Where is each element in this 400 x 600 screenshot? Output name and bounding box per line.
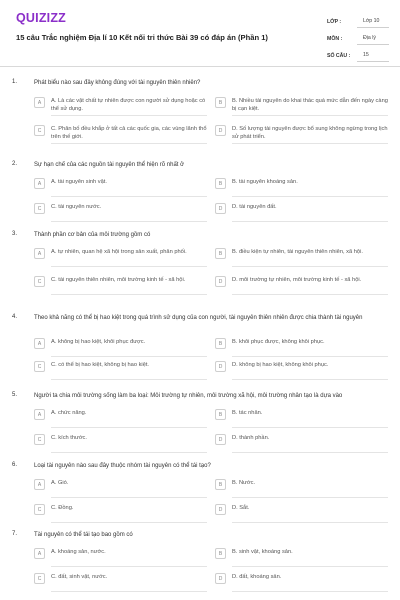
option-underline [232,427,388,428]
option-letter-box: C [34,504,45,515]
option-underline [232,566,388,567]
option-text: A. Gió. [51,480,69,486]
option-letter-box: B [215,338,226,349]
option-text: C. kích thước. [51,435,87,441]
option-letter-box: D [215,203,226,214]
answer-option-b[interactable] [215,248,393,259]
option-text: B. sinh vật, khoáng sản. [232,549,293,555]
option-text: D. tài nguyên đất. [232,204,277,210]
option-underline [51,221,207,222]
option-text: D. môi trường tự nhiên, môi trường kinh tế - xã hội. [232,277,362,283]
question-text: Tài nguyên có thể tái tạo bao gồm có [34,532,133,538]
option-underline [51,452,207,453]
question-text: Người ta chia môi trường sống làm ba loại: Môi trường tự nhiên, môi trường xã hội, môi trường nhân tạo là dựa vào [34,393,343,399]
option-underline [232,452,388,453]
question-number: 1. [12,79,18,85]
question-text: Sự hạn chế của các nguồn tài nguyên thể hiện rõ nhất ở [34,162,185,168]
answer-option-b[interactable] [215,338,393,349]
option-letter-box: B [215,548,226,559]
answer-option-c[interactable] [34,434,212,445]
answer-option-c[interactable] [34,203,212,214]
meta-class-value: Lớp 10 [357,18,389,28]
option-text: A. chức năng. [51,410,87,416]
option-text: A. Là các vật chất tự nhiên được con người sử dụng hoặc có thể sử dụng. [51,98,206,112]
answer-option-b[interactable] [215,97,393,113]
meta-subject-label: MÔN : [327,36,343,42]
option-letter-box: D [215,125,226,136]
option-letter-box: C [34,434,45,445]
answer-option-c[interactable] [34,573,212,584]
option-underline [51,143,207,144]
answer-option-b[interactable] [215,548,393,559]
answer-option-d[interactable] [215,276,393,287]
answer-option-a[interactable] [34,479,212,490]
option-letter-box: D [215,573,226,584]
option-text: A. tự nhiên, quan hệ xã hội trong sản xuất, phân phối. [51,249,187,255]
question-number: 2. [12,161,18,167]
option-underline [232,356,388,357]
option-letter-box: C [34,203,45,214]
option-underline [232,115,388,116]
option-underline [51,356,207,357]
option-text: D. không bị hao kiệt, không khôi phục. [232,362,329,368]
meta-class-label: LỚP : [327,19,342,25]
option-letter-box: D [215,504,226,515]
answer-option-c[interactable] [34,361,212,372]
question-number: 6. [12,462,18,468]
option-text: A. tài nguyên sinh vật. [51,179,107,185]
option-letter-box: C [34,573,45,584]
option-letter-box: D [215,434,226,445]
question-text: Loại tài nguyên nào sau đây thuộc nhóm tài nguyên có thể tái tạo? [34,463,211,469]
meta-class [327,11,389,28]
option-underline [232,497,388,498]
option-letter-box: A [34,338,45,349]
question-text: Phát biểu nào sau đây không đúng với tài nguyên thiên nhiên? [34,80,201,86]
option-underline [51,591,207,592]
option-underline [232,221,388,222]
answer-option-d[interactable] [215,125,393,141]
option-text: C. tài nguyên thiên nhiên, môi trường kinh tế - xã hội. [51,277,186,283]
option-letter-box: A [34,409,45,420]
option-underline [232,294,388,295]
option-text: C. tài nguyên nước. [51,204,102,210]
answer-option-a[interactable] [34,97,212,113]
option-letter-box: D [215,276,226,287]
answer-option-c[interactable] [34,125,212,141]
question-number: 5. [12,392,18,398]
answer-option-d[interactable] [215,203,393,214]
answer-option-a[interactable] [34,248,212,259]
option-underline [232,266,388,267]
answer-option-a[interactable] [34,178,212,189]
option-text: A. không bị hao kiệt, khôi phục được. [51,339,146,345]
option-underline [51,196,207,197]
quizizz-logo: QUIZIZZ [16,11,67,25]
option-letter-box: A [34,548,45,559]
answer-option-a[interactable] [34,338,212,349]
answer-option-b[interactable] [215,409,393,420]
option-underline [51,497,207,498]
option-underline [51,294,207,295]
meta-subject-value: Địa lý [357,35,389,45]
quiz-title: 15 câu Trắc nghiệm Địa lí 10 Kết nối tri thức Bài 39 có đáp án (Phần 1) [16,33,268,42]
answer-option-d[interactable] [215,361,393,372]
option-text: C. đất, sinh vật, nước. [51,574,108,580]
option-letter-box: C [34,276,45,287]
option-underline [51,566,207,567]
option-letter-box: B [215,178,226,189]
answer-option-d[interactable] [215,504,393,515]
option-letter-box: D [215,361,226,372]
option-underline [51,115,207,116]
option-letter-box: C [34,125,45,136]
option-text: D. Số lượng tài nguyên được bổ sung không ngừng trong lịch sử phát triển. [232,126,388,140]
question-number: 3. [12,231,18,237]
option-text: B. Nhiều tài nguyên do khai thác quá mức dẫn đến ngày càng bị cạn kiệt. [232,98,388,112]
option-text: C. Phân bố đều khắp ở tất cả các quốc gia, các vùng lãnh thổ trên thế giới. [51,126,207,140]
option-text: B. điều kiện tự nhiên, tài nguyên thiên nhiên, xã hội. [232,249,363,255]
question-text: Thành phần cơ bản của môi trường gồm có [34,232,151,238]
option-underline [232,522,388,523]
option-underline [232,143,388,144]
option-letter-box: B [215,409,226,420]
option-text: B. tài nguyên khoáng sản. [232,179,298,185]
answer-option-b[interactable] [215,178,393,189]
option-letter-box: A [34,248,45,259]
option-underline [51,427,207,428]
option-letter-box: A [34,97,45,108]
option-underline [232,591,388,592]
option-underline [51,522,207,523]
meta-subject [327,28,389,45]
option-letter-box: A [34,479,45,490]
option-text: C. Đồng. [51,505,74,511]
meta-count-label: SỐ CÂU : [327,53,351,59]
meta-count-value: 15 [357,52,389,62]
option-text: A. khoáng sản, nước. [51,549,106,555]
question-number: 7. [12,531,18,537]
option-text: C. có thể bị hao kiệt, không bị hao kiệt. [51,362,150,368]
option-text: B. tác nhân. [232,410,263,416]
question-text: Theo khả năng có thể bị hao kiệt trong quá trình sử dụng của con người, tài nguyên thiên nhiên được chia thành tài nguyên [34,315,363,321]
option-letter-box: C [34,361,45,372]
option-text: B. Nước. [232,480,256,486]
quiz-meta [327,11,389,62]
option-text: B. khôi phục được, không khôi phục. [232,339,325,345]
option-text: D. đất, khoáng sản. [232,574,282,580]
answer-option-c[interactable] [34,504,212,515]
option-letter-box: B [215,97,226,108]
option-letter-box: B [215,248,226,259]
option-underline [232,379,388,380]
answer-option-d[interactable] [215,434,393,445]
question-number: 4. [12,314,18,320]
option-text: D. thành phần. [232,435,270,441]
option-letter-box: A [34,178,45,189]
quiz-header [0,0,400,67]
answer-option-d[interactable] [215,573,393,584]
option-letter-box: B [215,479,226,490]
option-underline [51,266,207,267]
option-underline [232,196,388,197]
answer-option-a[interactable] [34,409,212,420]
option-underline [51,379,207,380]
meta-count [327,45,389,62]
answer-option-c[interactable] [34,276,212,287]
answer-option-a[interactable] [34,548,212,559]
answer-option-b[interactable] [215,479,393,490]
option-text: D. Sắt. [232,505,250,511]
